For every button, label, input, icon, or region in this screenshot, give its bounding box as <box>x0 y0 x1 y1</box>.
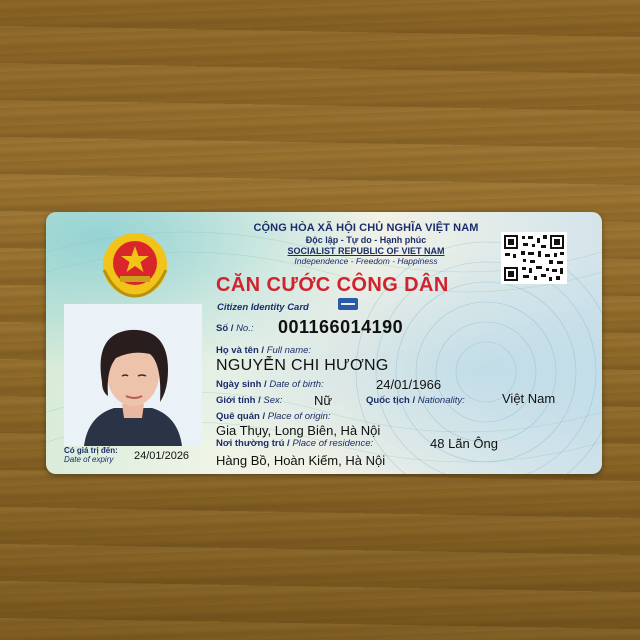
card-header <box>206 222 526 266</box>
residence-value-line2: Hàng Bồ, Hoàn Kiếm, Hà Nội <box>216 453 386 468</box>
number-label: Số / No.: <box>216 323 254 334</box>
sex-value: Nữ <box>314 393 333 408</box>
portrait-photo <box>64 304 202 446</box>
residence-label: Nơi thường trú / Place of residence: <box>216 438 374 449</box>
card-title-en: Citizen Identity Card <box>217 302 309 313</box>
id-card <box>46 212 602 474</box>
full-name-label: Họ và tên / Full name: <box>216 345 312 356</box>
nationality-label: Quốc tịch / Nationality: <box>366 395 465 406</box>
card-title-vi: CĂN CƯỚC CÔNG DÂN <box>216 274 449 296</box>
nationality-value: Việt Nam <box>502 391 556 406</box>
national-emblem-icon <box>96 230 174 300</box>
full-name-value: NGUYỄN CHI HƯƠNG <box>216 357 389 374</box>
chip-icon <box>338 298 358 310</box>
origin-label: Quê quán / Place of origin: <box>216 411 331 422</box>
origin-value: Gia Thụy, Long Biên, Hà Nội <box>216 423 381 438</box>
residence-value-line1: 48 Lãn Ông <box>430 436 498 451</box>
dob-value: 24/01/1966 <box>376 377 442 392</box>
republic-vi: CỘNG HÒA XÃ HỘI CHỦ NGHĨA VIỆT NAM <box>253 222 479 234</box>
sex-label: Giới tính / Sex: <box>216 395 283 406</box>
id-number: 001166014190 <box>278 317 404 337</box>
motto-vi: Độc lập - Tự do - Hạnh phúc <box>305 235 427 245</box>
motto-en: Independence - Freedom - Happiness <box>294 256 438 266</box>
dob-label: Ngày sinh / Date of birth: <box>216 379 324 390</box>
expiry-value: 24/01/2026 <box>134 450 190 462</box>
qr-code-icon <box>501 232 567 284</box>
republic-en: SOCIALIST REPUBLIC OF VIET NAM <box>287 246 445 256</box>
expiry-label: Có giá trị đến: Date of expiry <box>64 446 118 464</box>
